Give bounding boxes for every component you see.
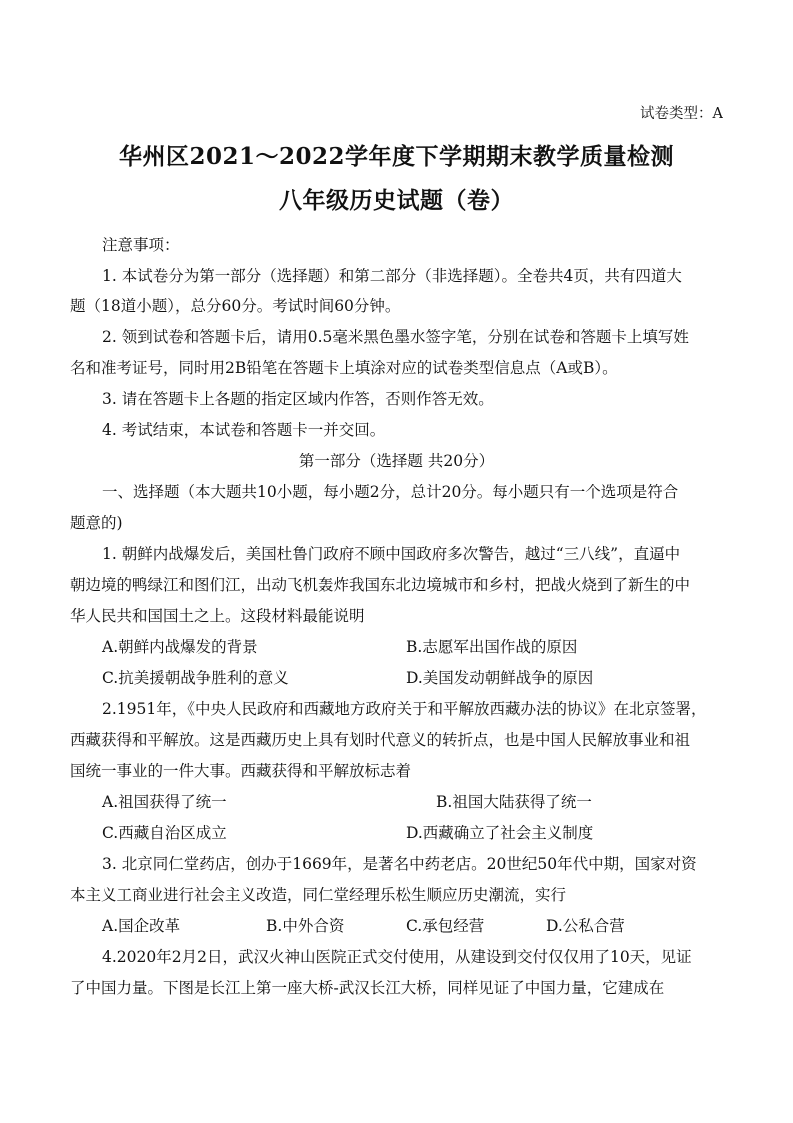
question-2-stem-line-3: 国统一事业的一件大事。西藏获得和平解放标志着 <box>70 762 412 780</box>
question-3-option-a: A.国企改革 <box>102 917 181 935</box>
question-3-stem-line-1: 3. 北京同仁堂药店，创办于1669年，是著名中药老店。20世纪50年代中期，国家对资 <box>102 855 697 873</box>
exam-title: 华州区2021～2022学年度下学期期末教学质量检测 <box>118 143 675 170</box>
question-1-stem-line-2: 朝边境的鸭绿江和图们江，出动飞机轰炸我国东北边境城市和乡村，把战火烧到了新生的中 <box>70 576 691 594</box>
notice-item-1-line-2: 题（18道小题），总分60分。考试时间60分钟。 <box>70 297 401 315</box>
notice-item-2-line-2: 名和准考证号，同时用2B铅笔在答题卡上填涂对应的试卷类型信息点（A或B）。 <box>70 359 618 377</box>
question-1-stem-line-3: 华人民共和国国土之上。这段材料最能说明 <box>70 607 365 625</box>
question-2-option-c: C.西藏自治区成立 <box>102 824 227 842</box>
question-3-option-d: D.公私合营 <box>546 917 625 935</box>
part-one-heading: 第一部分（选择题 共20分） <box>298 452 495 470</box>
question-2-option-b: B.祖国大陆获得了统一 <box>436 793 592 811</box>
question-2-stem-line-2: 西藏获得和平解放。这是西藏历史上具有划时代意义的转折点，也是中国人民解放事业和祖 <box>70 731 691 749</box>
notice-item-2-line-1: 2. 领到试卷和答题卡后，请用0.5毫米黑色墨水签字笔，分别在试卷和答题卡上填写姓 <box>102 328 689 346</box>
question-4-stem-line-1: 4.2020年2月2日，武汉火神山医院正式交付使用，从建设到交付仅仅用了10天，见证 <box>102 948 692 966</box>
exam-subtitle: 八年级历史试题（卷） <box>279 187 514 214</box>
question-1-option-c: C.抗美援朝战争胜利的意义 <box>102 669 289 687</box>
question-3-option-c: C.承包经营 <box>406 917 485 935</box>
question-2-option-a: A.祖国获得了统一 <box>102 793 227 811</box>
part-one-instructions-line-1: 一、选择题（本大题共10小题，每小题2分，总计20分。每小题只有一个选项是符合 <box>102 483 679 501</box>
question-1-stem-line-1: 1. 朝鲜内战爆发后，美国杜鲁门政府不顾中国政府多次警告，越过“三八线”，直逼中 <box>102 545 681 563</box>
question-1-option-a: A.朝鲜内战爆发的背景 <box>102 638 258 656</box>
notice-item-4: 4. 考试结束，本试卷和答题卡一并交回。 <box>102 421 386 439</box>
question-1-option-d: D.美国发动朝鲜战争的原因 <box>406 669 594 687</box>
part-one-instructions-line-2: 题意的) <box>70 514 123 532</box>
question-3-stem-line-2: 本主义工商业进行社会主义改造，同仁堂经理乐松生顺应历史潮流，实行 <box>70 886 567 904</box>
question-1-option-b: B.志愿军出国作战的原因 <box>406 638 578 656</box>
notice-heading: 注意事项： <box>102 236 180 254</box>
question-3-option-b: B.中外合资 <box>266 917 345 935</box>
paper-type-label: 试卷类型：A <box>640 106 723 122</box>
question-2-stem-line-1: 2.1951年，《中央人民政府和西藏地方政府关于和平解放西藏办法的协议》在北京签署， <box>102 700 707 718</box>
question-4-stem-line-2: 了中国力量。下图是长江上第一座大桥-武汉长江大桥，同样见证了中国力量，它建成在 <box>70 979 665 997</box>
notice-item-3: 3. 请在答题卡上各题的指定区域内作答，否则作答无效。 <box>102 390 494 408</box>
notice-item-1-line-1: 1. 本试卷分为第一部分（选择题）和第二部分（非选择题）。全卷共4页，共有四道大 <box>102 267 682 285</box>
question-2-option-d: D.西藏确立了社会主义制度 <box>406 824 594 842</box>
